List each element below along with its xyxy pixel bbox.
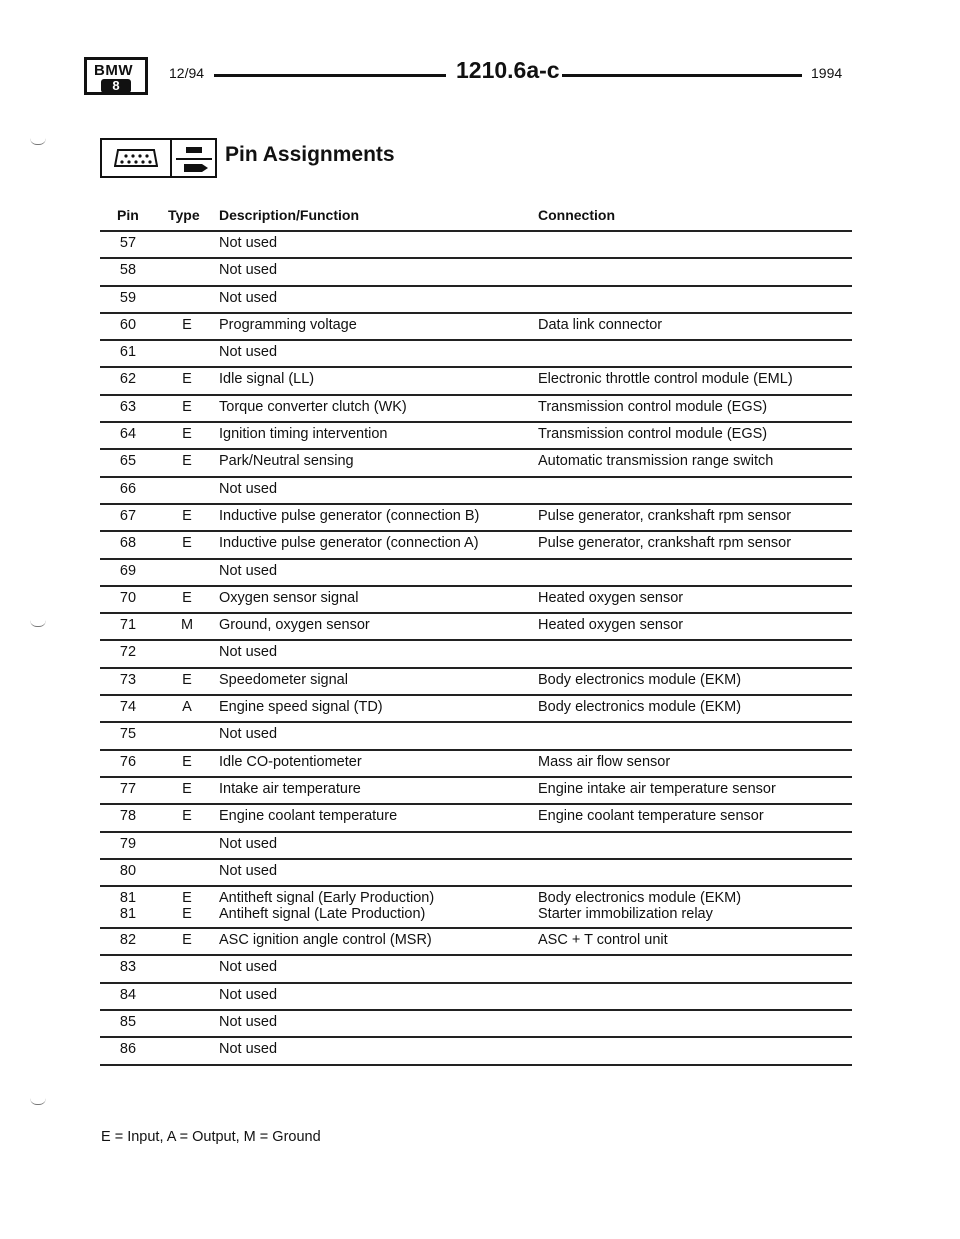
connection-cell: Starter immobilization relay — [538, 906, 713, 923]
type-cell: M — [180, 617, 194, 634]
type-cell: A — [182, 699, 192, 716]
table-row — [100, 803, 852, 830]
type-cell: E — [182, 671, 192, 688]
table-row-line — [100, 696, 852, 720]
pin-cell: 59 — [119, 289, 137, 306]
description-cell: Inductive pulse generator (connection A) — [219, 535, 479, 552]
header-rule-right — [562, 74, 802, 77]
header-code: 1210.6a-c — [456, 57, 560, 83]
description-cell: Programming voltage — [219, 316, 357, 333]
description-cell: Not used — [219, 562, 278, 579]
description-cell: Not used — [219, 959, 278, 976]
pin-cell: 76 — [119, 753, 137, 770]
bmw-8-logo — [84, 57, 148, 95]
table-row-line — [100, 287, 852, 311]
column-header-connection: Connection — [538, 207, 615, 223]
pin-cell: 75 — [119, 726, 137, 743]
pin-cell: 62 — [119, 371, 137, 388]
table-row-line — [100, 532, 852, 556]
table-row — [100, 312, 852, 339]
table-row-line — [100, 903, 852, 927]
table-row — [100, 982, 852, 1009]
table-row-line — [100, 1038, 852, 1062]
connection-cell: Data link connector — [538, 316, 663, 333]
pin-cell: 74 — [119, 699, 137, 716]
connector-icon-box — [100, 138, 217, 178]
table-row-line — [100, 669, 852, 693]
description-cell: Antitheft signal (Early Production) — [219, 890, 435, 907]
description-cell: Speedometer signal — [219, 671, 348, 688]
table-row-line — [100, 778, 852, 802]
type-cell: E — [182, 932, 192, 949]
table-row — [100, 831, 852, 858]
plug-signal-icon — [176, 144, 212, 176]
type-legend: E = Input, A = Output, M = Ground — [101, 1129, 321, 1145]
table-row — [100, 530, 852, 557]
table-row-line — [100, 341, 852, 365]
description-cell: Not used — [219, 726, 278, 743]
description-cell: Ground, oxygen sensor — [219, 617, 370, 634]
pin-cell: 83 — [119, 959, 137, 976]
pin-cell: 84 — [119, 986, 137, 1003]
table-row — [100, 339, 852, 366]
table-row-line — [100, 929, 852, 953]
type-cell: E — [182, 316, 192, 333]
connection-cell: Transmission control module (EGS) — [538, 426, 768, 443]
table-row-line — [100, 833, 852, 857]
header-year: 1994 — [811, 65, 843, 81]
type-cell: E — [182, 398, 192, 415]
table-row — [100, 694, 852, 721]
pin-cell: 79 — [119, 835, 137, 852]
table-row — [100, 448, 852, 475]
connection-cell: Electronic throttle control module (EML) — [538, 371, 793, 388]
description-cell: Antiheft signal (Late Production) — [219, 906, 426, 923]
pin-cell: 77 — [119, 780, 137, 797]
description-cell: Not used — [219, 835, 278, 852]
connection-cell: Engine coolant temperature sensor — [538, 808, 764, 825]
description-cell: Not used — [219, 480, 278, 497]
table-row — [100, 858, 852, 885]
table-row — [100, 257, 852, 284]
table-row — [100, 394, 852, 421]
table-row — [100, 1009, 852, 1036]
table-row-line — [100, 956, 852, 980]
table-row-line — [100, 560, 852, 584]
type-cell: E — [182, 535, 192, 552]
column-header-description: Description/Function — [219, 207, 359, 223]
connection-cell: Body electronics module (EKM) — [538, 890, 742, 907]
connection-cell: ASC + T control unit — [538, 932, 668, 949]
table-row — [100, 285, 852, 312]
table-row-line — [100, 314, 852, 338]
pin-cell: 60 — [119, 316, 137, 333]
table-row — [100, 558, 852, 585]
type-cell: E — [182, 453, 192, 470]
margin-mark — [30, 1098, 46, 1105]
connector-pins-icon — [114, 148, 158, 168]
logo-badge: 8 — [101, 79, 131, 93]
table-row — [100, 954, 852, 981]
table-row-line — [100, 860, 852, 884]
pin-cell: 78 — [119, 808, 137, 825]
table-row-line — [100, 1011, 852, 1035]
pin-assignment-table — [100, 230, 852, 1066]
pin-cell: 57 — [119, 235, 137, 251]
table-row — [100, 585, 852, 612]
connection-cell: Heated oxygen sensor — [538, 617, 684, 634]
connection-cell: Body electronics module (EKM) — [538, 671, 742, 688]
pin-cell: 82 — [119, 932, 137, 949]
pin-cell: 80 — [119, 862, 137, 879]
description-cell: Engine speed signal (TD) — [219, 699, 383, 716]
connection-cell: Automatic transmission range switch — [538, 453, 774, 470]
table-row-line — [100, 450, 852, 474]
table-row — [100, 476, 852, 503]
table-row-line — [100, 232, 852, 256]
description-cell: Torque converter clutch (WK) — [219, 398, 407, 415]
pin-cell: 73 — [119, 671, 137, 688]
description-cell: Inductive pulse generator (connection B) — [219, 507, 480, 524]
pin-cell: 64 — [119, 426, 137, 443]
description-cell: Not used — [219, 862, 278, 879]
table-row-line — [100, 805, 852, 829]
margin-mark — [30, 138, 46, 145]
type-cell: E — [182, 906, 192, 923]
pin-cell: 67 — [119, 507, 137, 524]
header-rule-left — [214, 74, 446, 77]
table-row-line — [100, 984, 852, 1008]
logo-text: BMW — [94, 62, 133, 79]
description-cell: Intake air temperature — [219, 780, 361, 797]
description-cell: Not used — [219, 986, 278, 1003]
column-header-pin: Pin — [117, 207, 139, 223]
table-row — [100, 366, 852, 393]
type-cell: E — [182, 589, 192, 606]
pin-cell: 72 — [119, 644, 137, 661]
description-cell: Park/Neutral sensing — [219, 453, 354, 470]
header-date: 12/94 — [169, 65, 205, 81]
table-row-line — [100, 259, 852, 283]
description-cell: Oxygen sensor signal — [219, 589, 359, 606]
table-row-line — [100, 641, 852, 665]
description-cell: Not used — [219, 235, 278, 251]
type-cell: E — [182, 371, 192, 388]
table-bottom-rule — [100, 1064, 852, 1066]
connection-cell: Body electronics module (EKM) — [538, 699, 742, 716]
pin-cell: 68 — [119, 535, 137, 552]
pin-cell: 86 — [119, 1041, 137, 1058]
table-row — [100, 612, 852, 639]
description-cell: Not used — [219, 344, 278, 361]
pin-cell: 66 — [119, 480, 137, 497]
pin-cell: 58 — [119, 262, 137, 279]
description-cell: Not used — [219, 1041, 278, 1058]
pin-cell: 70 — [119, 589, 137, 606]
type-cell: E — [182, 808, 192, 825]
connection-cell: Engine intake air temperature sensor — [538, 780, 776, 797]
pin-cell: 69 — [119, 562, 137, 579]
table-row — [100, 721, 852, 748]
table-row-line — [100, 368, 852, 392]
description-cell: ASC ignition angle control (MSR) — [219, 932, 432, 949]
table-row-line — [100, 396, 852, 420]
table-row-line — [100, 478, 852, 502]
icon-divider — [170, 140, 172, 176]
margin-mark — [30, 620, 46, 627]
connection-cell: Pulse generator, crankshaft rpm sensor — [538, 507, 792, 524]
description-cell: Idle CO-potentiometer — [219, 753, 362, 770]
table-row-line — [100, 751, 852, 775]
description-cell: Ignition timing intervention — [219, 426, 388, 443]
description-cell: Not used — [219, 1014, 278, 1031]
page-header — [84, 57, 854, 97]
type-cell: E — [182, 426, 192, 443]
connection-cell: Pulse generator, crankshaft rpm sensor — [538, 535, 792, 552]
table-row-line — [100, 723, 852, 747]
pin-cell: 63 — [119, 398, 137, 415]
connection-cell: Heated oxygen sensor — [538, 589, 684, 606]
description-cell: Not used — [219, 644, 278, 661]
table-row — [100, 1036, 852, 1063]
type-cell: E — [182, 507, 192, 524]
column-header-type: Type — [168, 207, 200, 223]
table-row — [100, 885, 852, 927]
pin-cell: 81 — [119, 890, 137, 907]
table-row — [100, 639, 852, 666]
section-title: Pin Assignments — [225, 143, 395, 166]
connection-cell: Transmission control module (EGS) — [538, 398, 768, 415]
type-cell: E — [182, 753, 192, 770]
description-cell: Not used — [219, 262, 278, 279]
table-row — [100, 667, 852, 694]
description-cell: Idle signal (LL) — [219, 371, 315, 388]
table-row — [100, 749, 852, 776]
pin-cell: 71 — [119, 617, 137, 634]
table-row — [100, 776, 852, 803]
pin-cell: 85 — [119, 1014, 137, 1031]
connection-cell: Mass air flow sensor — [538, 753, 671, 770]
table-row — [100, 421, 852, 448]
table-row-line — [100, 614, 852, 638]
pin-cell: 81 — [119, 906, 137, 923]
table-row-line — [100, 423, 852, 447]
table-row-line — [100, 505, 852, 529]
type-cell: E — [182, 780, 192, 797]
description-cell: Engine coolant temperature — [219, 808, 398, 825]
table-row — [100, 927, 852, 954]
table-row — [100, 230, 852, 257]
pin-cell: 61 — [119, 344, 137, 361]
pin-cell: 65 — [119, 453, 137, 470]
type-cell: E — [182, 890, 192, 907]
table-row-line — [100, 587, 852, 611]
table-row — [100, 503, 852, 530]
description-cell: Not used — [219, 289, 278, 306]
